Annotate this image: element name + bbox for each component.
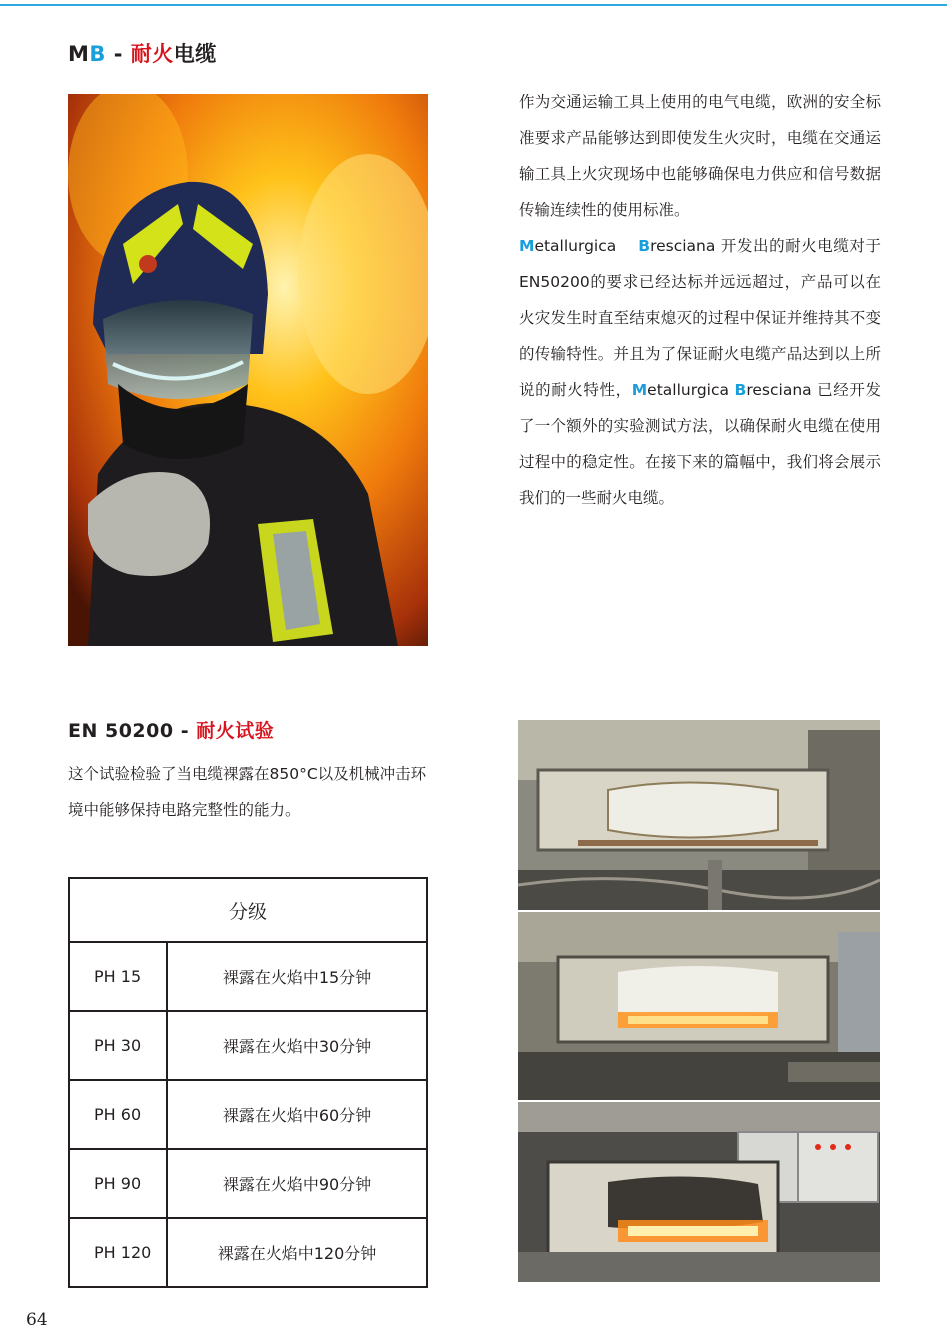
section-title-en50200: EN 50200 - 耐火试验 [68,720,275,742]
intro-paragraph-2: Metallurgica Bresciana 开发出的耐火电缆对于EN50200的要求已经达标并远远超过，产品可以在火灾发生时直至结束熄灭的过程中保证并维持其不变的传输特性。并且为了保证耐火电缆产品达到以上所说的耐火特性，Metallurgica Bresciana 已经开发了一个额外的实验测试方法，以确保耐火电缆在使用过程中的稳定性。在接下来的篇幅中，我们将会展示我们的一些耐火电缆。 [519,237,881,507]
row-code: PH 120 [69,1218,167,1287]
table-header: 分级 [69,878,427,942]
table-row [69,942,427,1011]
test-description: 这个试验检验了当电缆裸露在850°C以及机械冲击环境中能够保持电路完整性的能力。 [68,765,427,819]
classification-table [68,877,428,1288]
top-rule [0,4,947,6]
intro-paragraph-1: 作为交通运输工具上使用的电气电缆，欧洲的安全标准要求产品能够达到即使发生火灾时，电缆在交通运输工具上火灾现场中也能够确保电力供应和信号数据传输连续性的使用标准。 [519,93,881,219]
firefighter-photo [68,94,428,646]
fire-test-photo-1 [518,720,880,910]
page-number: 64 [26,1310,48,1330]
row-code: PH 15 [69,942,167,1011]
row-code: PH 30 [69,1011,167,1080]
table-row [69,1149,427,1218]
row-code: PH 60 [69,1080,167,1149]
row-desc: 裸露在火焰中30分钟 [167,1011,427,1080]
intro-text [519,84,881,516]
fire-test-photo-3 [518,1102,880,1282]
row-desc: 裸露在火焰中90分钟 [167,1149,427,1218]
fire-test-photo-2 [518,912,880,1100]
table-header-row [69,878,427,942]
section-title-mb-fire-cable: MB - 耐火电缆 [68,42,217,66]
row-code: PH 90 [69,1149,167,1218]
table-row [69,1011,427,1080]
row-desc: 裸露在火焰中15分钟 [167,942,427,1011]
table-row [69,1080,427,1149]
row-desc: 裸露在火焰中60分钟 [167,1080,427,1149]
row-desc: 裸露在火焰中120分钟 [167,1218,427,1287]
table-row [69,1218,427,1287]
